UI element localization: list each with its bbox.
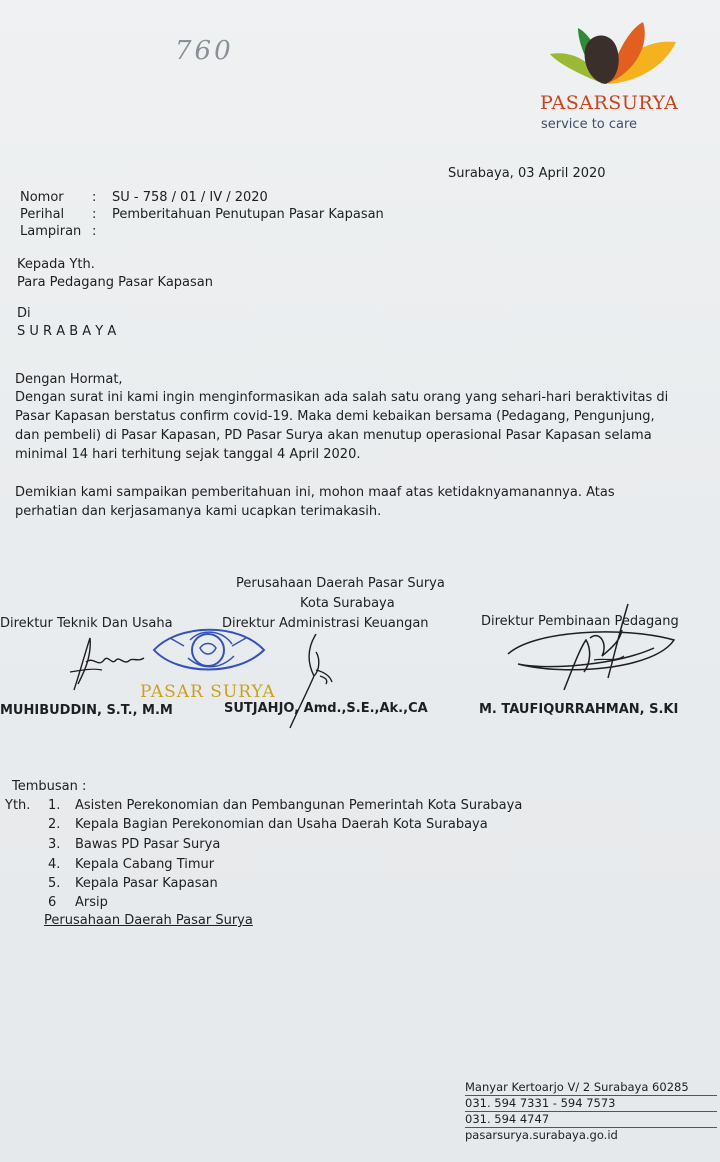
tembusan-footer-org: Perusahaan Daerah Pasar Surya: [44, 913, 253, 928]
recipient-line1: Kepada Yth.: [17, 257, 95, 272]
address-block: [465, 1080, 717, 1143]
tembusan-item-3: Bawas PD Pasar Surya: [75, 837, 221, 852]
tembusan-num-6: 6: [48, 895, 57, 910]
body-line-1: Dengan surat ini kami ingin menginformasikan ada salah satu orang yang sehari-hari beraktivitas di: [15, 390, 669, 405]
tembusan-item-5: Kepala Pasar Kapasan: [75, 876, 218, 891]
place-date: Surabaya, 03 April 2020: [448, 166, 606, 181]
brand-name: PASARSURYA: [540, 92, 679, 114]
body-line-2: Pasar Kapasan berstatus confirm covid-19. Maka demi kebaikan bersama (Pedagang, Pengunjung,: [15, 409, 655, 424]
signer-name-1: MUHIBUDDIN, S.T., M.M: [0, 703, 173, 718]
meta-sep-lampiran: :: [92, 224, 97, 239]
address-line-fax: 031. 594 4747: [465, 1112, 717, 1128]
meta-label-perihal: Perihal: [20, 207, 65, 222]
recipient-line2: Para Pedagang Pasar Kapasan: [17, 275, 213, 290]
tembusan-item-1: Asisten Perekonomian dan Pembangunan Pemerintah Kota Surabaya: [75, 798, 523, 813]
recipient-di: Di: [17, 306, 31, 321]
signer-title-1: Direktur Teknik Dan Usaha: [0, 616, 173, 631]
tembusan-item-6: Arsip: [75, 895, 108, 910]
meta-sep-nomor: :: [92, 190, 97, 205]
stamp-icon: [150, 620, 268, 678]
signer-name-2: SUTJAHJO, Amd.,S.E.,Ak.,CA: [224, 701, 428, 716]
body-line-4: minimal 14 hari terhitung sejak tanggal 4 April 2020.: [15, 447, 361, 462]
recipient-city: S U R A B A Y A: [17, 324, 117, 339]
salutation: Dengan Hormat,: [15, 372, 123, 387]
tembusan-num-5: 5.: [48, 876, 61, 891]
body-line-3: dan pembeli) di Pasar Kapasan, PD Pasar Surya akan menutup operasional Pasar Kapasan selama: [15, 428, 652, 443]
tembusan-heading: Tembusan :: [12, 779, 87, 794]
tembusan-item-4: Kepala Cabang Timur: [75, 857, 215, 872]
signer-name-3: M. TAUFIQURRAHMAN, S.KI: [479, 702, 679, 717]
tembusan-num-2: 2.: [48, 817, 61, 832]
handwritten-number: 760: [175, 36, 234, 66]
brand-tagline: service to care: [541, 117, 638, 132]
meta-sep-perihal: :: [92, 207, 97, 222]
tembusan-item-2: Kepala Bagian Perekonomian dan Usaha Daerah Kota Surabaya: [75, 817, 488, 832]
address-line-street: Manyar Kertoarjo V/ 2 Surabaya 60285: [465, 1080, 717, 1096]
meta-value-perihal: Pemberitahuan Penutupan Pasar Kapasan: [112, 207, 384, 222]
closing-line-1: Demikian kami sampaikan pemberitahuan ini, mohon maaf atas ketidaknyamanannya. Atas: [15, 485, 615, 500]
org-line1: Perusahaan Daerah Pasar Surya: [236, 576, 445, 591]
closing-line-2: perhatian dan kerjasamanya kami ucapkan terimakasih.: [15, 504, 382, 519]
meta-label-nomor: Nomor: [20, 190, 64, 205]
address-line-website: pasarsurya.surabaya.go.id: [465, 1128, 618, 1142]
meta-value-nomor: SU - 758 / 01 / IV / 2020: [112, 190, 268, 205]
signer-title-2: Direktur Administrasi Keuangan: [222, 616, 429, 631]
org-line2: Kota Surabaya: [300, 596, 395, 611]
tembusan-num-4: 4.: [48, 857, 61, 872]
stamp-text: PASAR SURYA: [140, 682, 276, 702]
signer-title-3: Direktur Pembinaan Pedagang: [481, 614, 679, 629]
tembusan-num-3: 3.: [48, 837, 61, 852]
pasarsurya-logo-icon: [548, 14, 678, 86]
address-line-phone: 031. 594 7331 - 594 7573: [465, 1096, 717, 1112]
tembusan-num-1: 1.: [48, 798, 61, 813]
signature-1-icon: [68, 632, 148, 694]
tembusan-yth: Yth.: [5, 798, 31, 813]
signature-3-icon: [504, 600, 680, 698]
meta-label-lampiran: Lampiran: [20, 224, 82, 239]
